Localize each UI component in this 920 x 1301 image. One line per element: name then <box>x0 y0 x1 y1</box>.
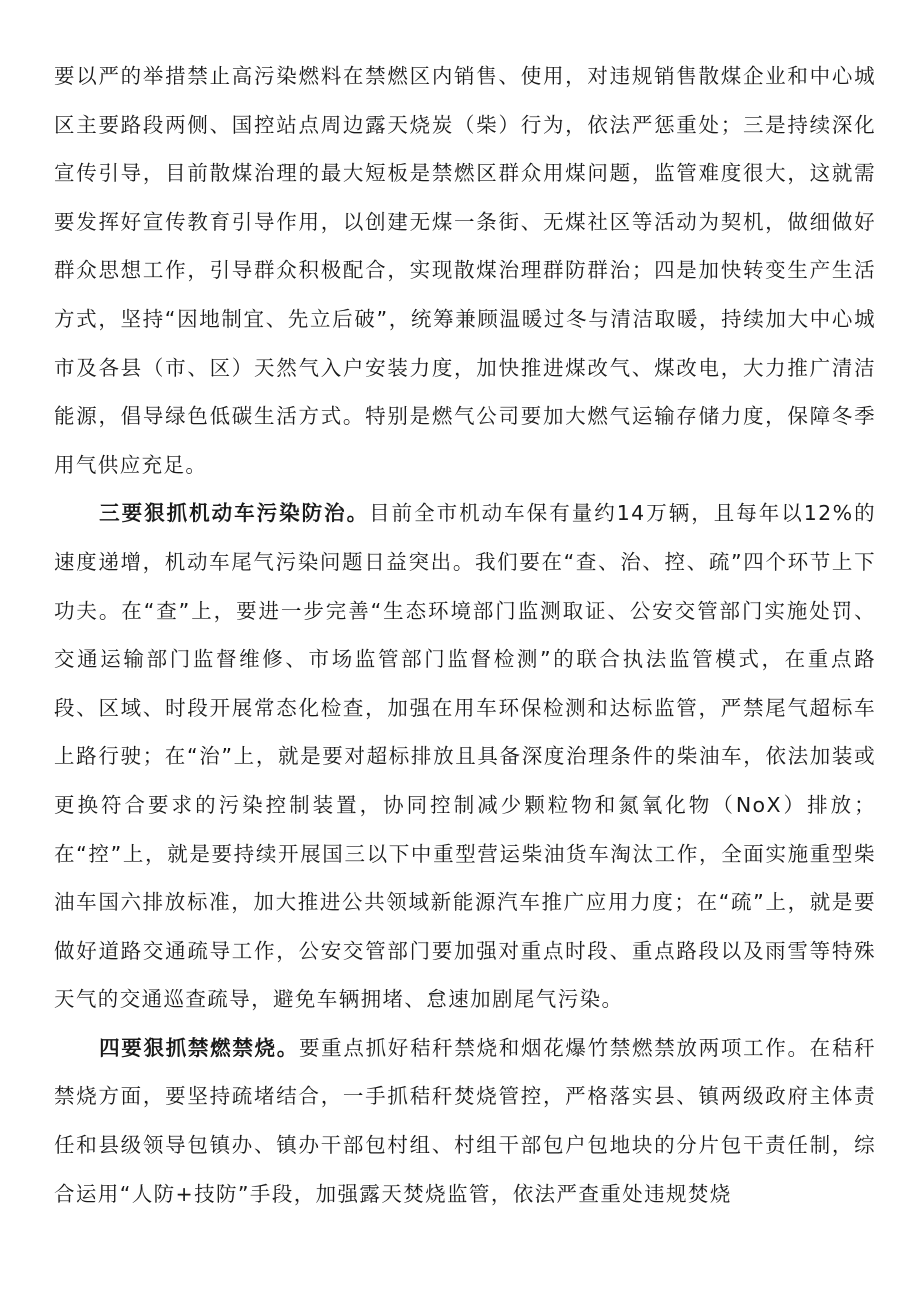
paragraph-text: 要以严的举措禁止高污染燃料在禁燃区内销售、使用，对违规销售散煤企业和中心城区主要路段两侧、国控站点周边露天烧炭（柴）行为，依法严惩重处；三是持续深化宣传引导，目前散煤治理的最大短板是禁燃区群众用煤问题，监管难度很大，这就需要发挥好宣传教育引导作用，以创建无煤一条街、无煤社区等活动为契机，做细做好群众思想工作，引导群众积极配合，实现散煤治理群防群治；四是加快转变生产生活方式，坚持“因地制宜、先立后破”，统筹兼顾温暖过冬与清洁取暖，持续加大中心城市及各县（市、区）天然气入户安装力度，加快推进煤改气、煤改电，大力推广清洁能源，倡导绿色低碳生活方式。特别是燃气公司要加大燃气运输存储力度，保障冬季用气供应充足。 <box>54 64 876 477</box>
paragraph-vehicle-pollution <box>54 489 876 1024</box>
paragraph-text: 目前全市机动车保有量约14万辆，且每年以12%的速度递增，机动车尾气污染问题日益突出。我们要在“查、治、控、疏”四个环节上下功夫。在“查”上，要进一步完善“生态环境部门监测取证、公安交管部门实施处罚、交通运输部门监督维修、市场监管部门监督检测”的联合执法监管模式，在重点路段、区域、时段开展常态化检查，加强在用车环保检测和达标监管，严禁尾气超标车上路行驶；在“治”上，就是要对超标排放且具备深度治理条件的柴油车，依法加装或更换符合要求的污染控制装置，协同控制减少颗粒物和氮氧化物（NoX）排放；在“控”上，就是要持续开展国三以下中重型营运柴油货车淘汰工作，全面实施重型柴油车国六排放标准，加大推进公共领域新能源汽车推广应用力度；在“疏”上，就是要做好道路交通疏导工作，公安交管部门要加强对重点时段、重点路段以及雨雪等特殊天气的交通巡查疏导，避免车辆拥堵、怠速加剧尾气污染。 <box>54 501 876 1012</box>
document-body <box>54 52 876 1218</box>
paragraph-heading: 三要狠抓机动车污染防治。 <box>99 501 370 526</box>
paragraph-continuation <box>54 52 876 489</box>
paragraph-burning-ban <box>54 1024 876 1218</box>
paragraph-heading: 四要狠抓禁燃禁烧。 <box>99 1035 299 1060</box>
paragraph-text: 要重点抓好秸秆禁烧和烟花爆竹禁燃禁放两项工作。在秸秆禁烧方面，要坚持疏堵结合，一手抓秸秆焚烧管控，严格落实县、镇两级政府主体责任和县级领导包镇办、镇办干部包村组、村组干部包户包地块的分片包干责任制，综合运用“人防+技防”手段，加强露天焚烧监管，依法严查重处违规焚烧 <box>54 1035 876 1206</box>
